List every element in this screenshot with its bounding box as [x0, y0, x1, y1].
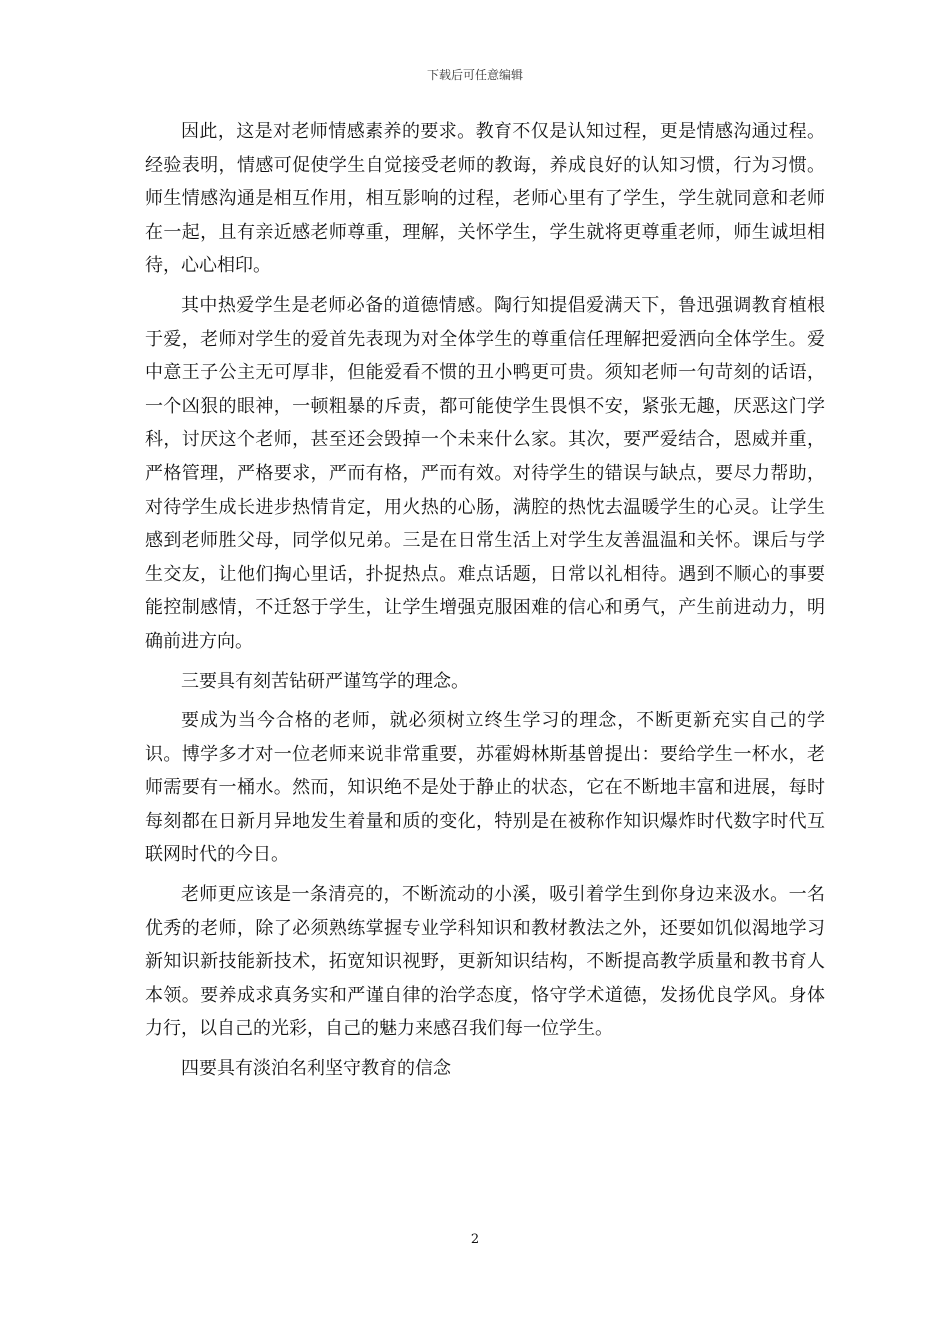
page-number: 2 — [470, 1232, 480, 1247]
document-body — [145, 115, 825, 1092]
paragraph: 因此，这是对老师情感素养的要求。教育不仅是认知过程，更是情感沟通过程。经验表明，情感可促使学生自觉接受老师的教诲，养成良好的认知习惯，行为习惯。师生情感沟通是相互作用，相互影响的过程，老师心里有了学生，学生就同意和老师在一起，且有亲近感老师尊重，理解，关怀学生，学生就将更尊重老师，师生诚坦相待，心心相印。 — [145, 121, 825, 277]
section-heading: 四要具有淡泊名利坚守教育的信念 — [181, 1058, 451, 1080]
paragraph: 要成为当今合格的老师，就必须树立终生学习的理念，不断更新充实自己的学识。博学多才对一位老师来说非常重要，苏霍姆林斯基曾提出：要给学生一杯水，老师需要有一桶水。然而，知识绝不是处于静止的状态，它在不断地丰富和进展，每时每刻都在日新月异地发生着量和质的变化，特别是在被称作知识爆炸时代数字时代互联网时代的今日。 — [145, 710, 825, 866]
paragraph: 其中热爱学生是老师必备的道德情感。陶行知提倡爱满天下，鲁迅强调教育植根于爱，老师对学生的爱首先表现为对全体学生的尊重信任理解把爱洒向全体学生。爱中意王子公主无可厚非，但能爱看不惯的丑小鸭更可贵。须知老师一句苛刻的话语，一个凶狠的眼神，一顿粗暴的斥责，都可能使学生畏惧不安，紧张无趣，厌恶这门学科，讨厌这个老师，甚至还会毁掉一个未来什么家。其次，要严爱结合，恩威并重，严格管理，严格要求，严而有格，严而有效。对待学生的错误与缺点，要尽力帮助，对待学生成长进步热情肯定，用火热的心肠，满腔的热忱去温暖学生的心灵。让学生感到老师胜父母，同学似兄弟。三是在日常生活上对学生友善温温和关怀。课后与学生交友，让他们掏心里话，扑捉热点。难点话题，日常以礼相待。遇到不顺心的事要能控制感情，不迁怒于学生，让学生增强克服困难的信心和勇气，产生前进动力，明确前进方向。 — [145, 294, 825, 652]
paragraph: 老师更应该是一条清亮的，不断流动的小溪，吸引着学生到你身边来汲水。一名优秀的老师，除了必须熟练掌握专业学科知识和教材教法之外，还要如饥似渴地学习新知识新技能新技术，拓宽知识视野，更新知识结构，不断提高教学质量和教书育人本领。要养成求真务实和严谨自律的治学态度，恪守学术道德，发扬优良学风。身体力行，以自己的光彩，自己的魅力来感召我们每一位学生。 — [145, 884, 825, 1040]
section-heading: 三要具有刻苦钻研严谨笃学的理念。 — [181, 670, 469, 692]
page-header: 下载后可任意编辑 — [426, 68, 523, 82]
